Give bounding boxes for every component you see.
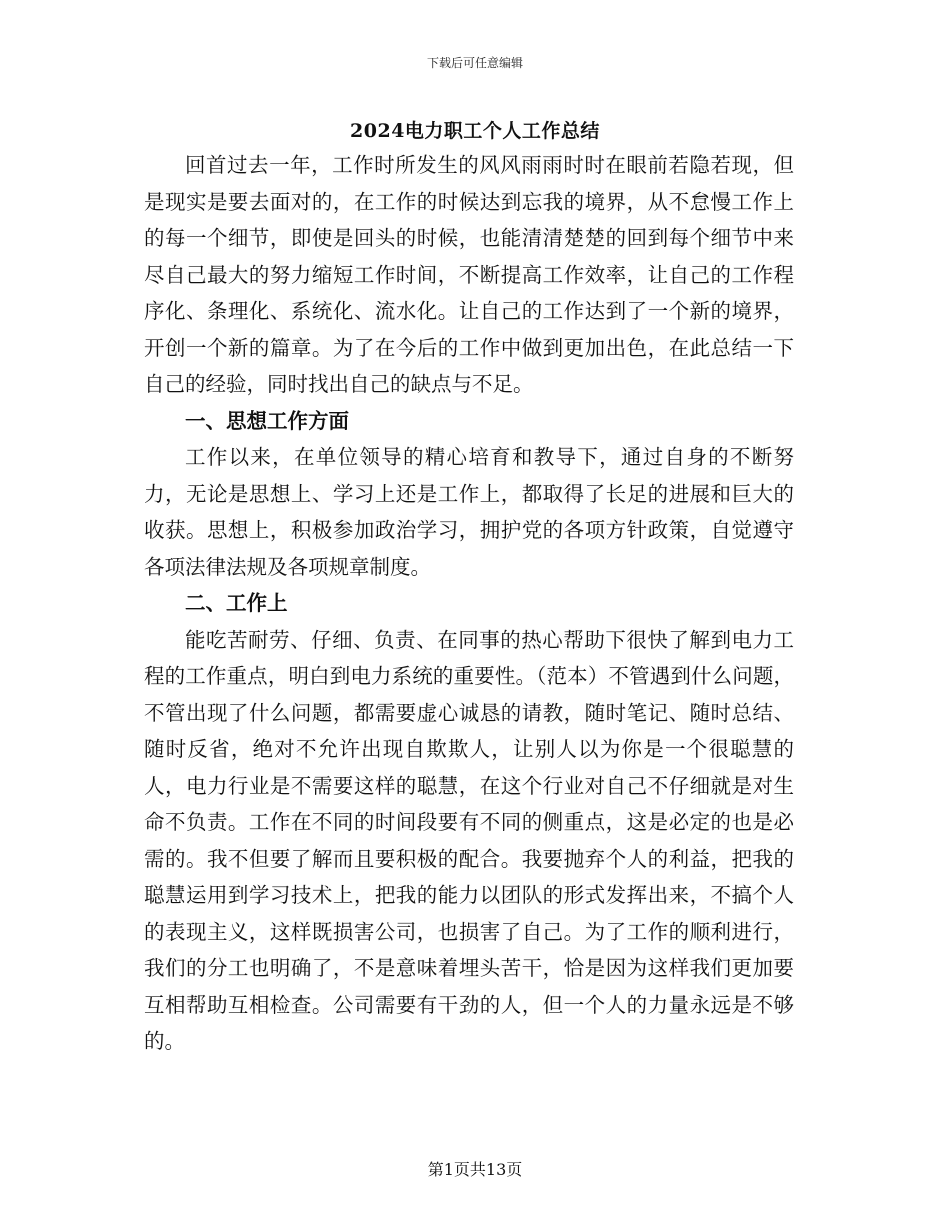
header-note: 下载后可任意编辑 [426, 56, 523, 70]
intro-paragraph: 回首过去一年，工作时所发生的风风雨雨时时在眼前若隐若现，但是现实是要去面对的，在工作的时候达到忘我的境界，从不怠慢工作上的每一个细节，即使是回头的时候，也能清清楚楚的回到每个细节中来尽自己最大的努力缩短工作时间，不断提高工作效率，让自己的工作程序化、条理化、系统化、流水化。让自己的工作达到了一个新的境界，开创一个新的篇章。为了在今后的工作中做到更加出色，在此总结一下自己的经验，同时找出自己的缺点与不足。 [144, 153, 794, 396]
section-heading-thought: 一、思想工作方面 [185, 408, 349, 433]
section-heading-work: 二、工作上 [185, 591, 288, 615]
page-number: 第1页共13页 [427, 1160, 523, 1179]
section-paragraph-thought: 工作以来，在单位领导的精心培育和教导下，通过自身的不断努力，无论是思想上、学习上还是工作上，都取得了长足的进展和巨大的收获。思想上，积极参加政治学习，拥护党的各项方针政策，自觉遵守各项法律法规及各项规章制度。 [144, 445, 794, 579]
section-paragraph-work: 能吃苦耐劳、仔细、负责、在同事的热心帮助下很快了解到电力工程的工作重点，明白到电力系统的重要性。（范本）不管遇到什么问题，不管出现了什么问题，都需要虚心诚恳的请教，随时笔记、随时总结、随时反省，绝对不允许出现自欺欺人，让别人以为你是一个很聪慧的人，电力行业是不需要这样的聪慧，在这个行业对自己不仔细就是对生命不负责。工作在不同的时间段要有不同的侧重点，这是必定的也是必需的。我不但要了解而且要积极的配合。我要抛弃个人的利益，把我的聪慧运用到学习技术上，把我的能力以团队的形式发挥出来，不搞个人的表现主义，这样既损害公司，也损害了自己。为了工作的顺利进行，我们的分工也明确了，不是意味着埋头苦干，恰是因为这样我们更加要互相帮助互相检查。公司需要有干劲的人，但一个人的力量永远是不够的。 [144, 627, 794, 1053]
document-body [144, 147, 794, 1060]
document-title: 2024电力职工个人工作总结 [350, 120, 600, 142]
